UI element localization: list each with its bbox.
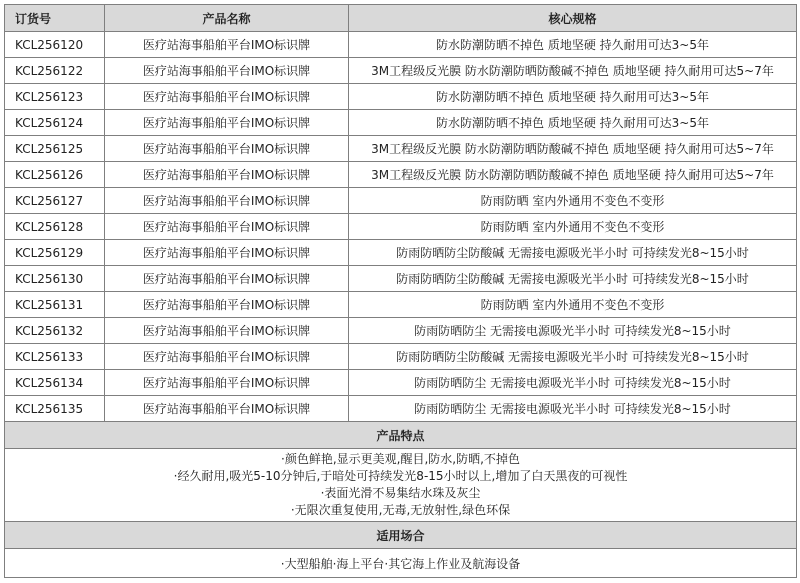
order-no-cell: KCL256129	[5, 240, 105, 266]
order-no-cell: KCL256134	[5, 370, 105, 396]
table-header-row	[5, 5, 797, 32]
table-row	[5, 266, 797, 292]
product-name-cell: 医疗站海事船舶平台IMO标识牌	[105, 370, 349, 396]
core-spec-cell: 3M工程级反光膜 防水防潮防晒防酸碱不掉色 质地坚硬 持久耐用可达5~7年	[349, 136, 797, 162]
column-header-core-spec: 核心规格	[349, 5, 797, 32]
core-spec-cell: 防雨防晒防尘防酸碱 无需接电源吸光半小时 可持续发光8~15小时	[349, 266, 797, 292]
core-spec-cell: 防雨防晒防尘 无需接电源吸光半小时 可持续发光8~15小时	[349, 318, 797, 344]
usage-text: ·大型船舶·海上平台·其它海上作业及航海设备	[5, 549, 797, 578]
product-name-cell: 医疗站海事船舶平台IMO标识牌	[105, 188, 349, 214]
order-no-cell: KCL256125	[5, 136, 105, 162]
table-row	[5, 292, 797, 318]
product-name-cell: 医疗站海事船舶平台IMO标识牌	[105, 292, 349, 318]
table-row	[5, 58, 797, 84]
feature-item: ·经久耐用,吸光5-10分钟后,于暗处可持续发光8-15小时以上,增加了白天黑夜的可视性	[173, 469, 628, 483]
order-no-cell: KCL256122	[5, 58, 105, 84]
table-row	[5, 84, 797, 110]
core-spec-cell: 3M工程级反光膜 防水防潮防晒防酸碱不掉色 质地坚硬 持久耐用可达5~7年	[349, 162, 797, 188]
table-row	[5, 240, 797, 266]
table-row	[5, 162, 797, 188]
table-row	[5, 318, 797, 344]
core-spec-cell: 防水防潮防晒不掉色 质地坚硬 持久耐用可达3~5年	[349, 110, 797, 136]
core-spec-cell: 防雨防晒防尘防酸碱 无需接电源吸光半小时 可持续发光8~15小时	[349, 240, 797, 266]
features-header-row	[5, 422, 797, 449]
order-no-cell: KCL256128	[5, 214, 105, 240]
usage-title: 适用场合	[5, 522, 797, 549]
feature-item: ·无限次重复使用,无毒,无放射性,绿色环保	[290, 503, 511, 517]
table-row	[5, 136, 797, 162]
order-no-cell: KCL256124	[5, 110, 105, 136]
core-spec-cell: 防雨防晒防尘 无需接电源吸光半小时 可持续发光8~15小时	[349, 370, 797, 396]
product-name-cell: 医疗站海事船舶平台IMO标识牌	[105, 84, 349, 110]
product-name-cell: 医疗站海事船舶平台IMO标识牌	[105, 240, 349, 266]
order-no-cell: KCL256127	[5, 188, 105, 214]
core-spec-cell: 防雨防晒防尘 无需接电源吸光半小时 可持续发光8~15小时	[349, 396, 797, 422]
feature-item: ·颜色鲜艳,显示更美观,醒目,防水,防晒,不掉色	[281, 452, 520, 466]
core-spec-cell: 防雨防晒 室内外通用不变色不变形	[349, 214, 797, 240]
product-name-cell: 医疗站海事船舶平台IMO标识牌	[105, 58, 349, 84]
order-no-cell: KCL256130	[5, 266, 105, 292]
table-row	[5, 370, 797, 396]
core-spec-cell: 防雨防晒 室内外通用不变色不变形	[349, 188, 797, 214]
features-row	[5, 449, 797, 522]
core-spec-cell: 防水防潮防晒不掉色 质地坚硬 持久耐用可达3~5年	[349, 84, 797, 110]
table-row	[5, 32, 797, 58]
product-name-cell: 医疗站海事船舶平台IMO标识牌	[105, 214, 349, 240]
order-no-cell: KCL256123	[5, 84, 105, 110]
table-row	[5, 214, 797, 240]
product-name-cell: 医疗站海事船舶平台IMO标识牌	[105, 396, 349, 422]
product-name-cell: 医疗站海事船舶平台IMO标识牌	[105, 266, 349, 292]
product-name-cell: 医疗站海事船舶平台IMO标识牌	[105, 162, 349, 188]
core-spec-cell: 防雨防晒防尘防酸碱 无需接电源吸光半小时 可持续发光8~15小时	[349, 344, 797, 370]
order-no-cell: KCL256126	[5, 162, 105, 188]
features-list	[5, 449, 797, 522]
column-header-order-no: 订货号	[5, 5, 105, 32]
product-name-cell: 医疗站海事船舶平台IMO标识牌	[105, 110, 349, 136]
table-row	[5, 344, 797, 370]
features-title: 产品特点	[5, 422, 797, 449]
order-no-cell: KCL256120	[5, 32, 105, 58]
order-no-cell: KCL256135	[5, 396, 105, 422]
order-no-cell: KCL256133	[5, 344, 105, 370]
product-spec-table	[4, 4, 797, 578]
order-no-cell: KCL256132	[5, 318, 105, 344]
feature-item: ·表面光滑不易集结水珠及灰尘	[320, 486, 481, 500]
usage-header-row	[5, 522, 797, 549]
core-spec-cell: 防雨防晒 室内外通用不变色不变形	[349, 292, 797, 318]
core-spec-cell: 3M工程级反光膜 防水防潮防晒防酸碱不掉色 质地坚硬 持久耐用可达5~7年	[349, 58, 797, 84]
usage-row	[5, 549, 797, 578]
table-row	[5, 396, 797, 422]
core-spec-cell: 防水防潮防晒不掉色 质地坚硬 持久耐用可达3~5年	[349, 32, 797, 58]
product-name-cell: 医疗站海事船舶平台IMO标识牌	[105, 32, 349, 58]
column-header-product-name: 产品名称	[105, 5, 349, 32]
product-name-cell: 医疗站海事船舶平台IMO标识牌	[105, 344, 349, 370]
product-name-cell: 医疗站海事船舶平台IMO标识牌	[105, 318, 349, 344]
table-row	[5, 110, 797, 136]
product-name-cell: 医疗站海事船舶平台IMO标识牌	[105, 136, 349, 162]
table-row	[5, 188, 797, 214]
order-no-cell: KCL256131	[5, 292, 105, 318]
